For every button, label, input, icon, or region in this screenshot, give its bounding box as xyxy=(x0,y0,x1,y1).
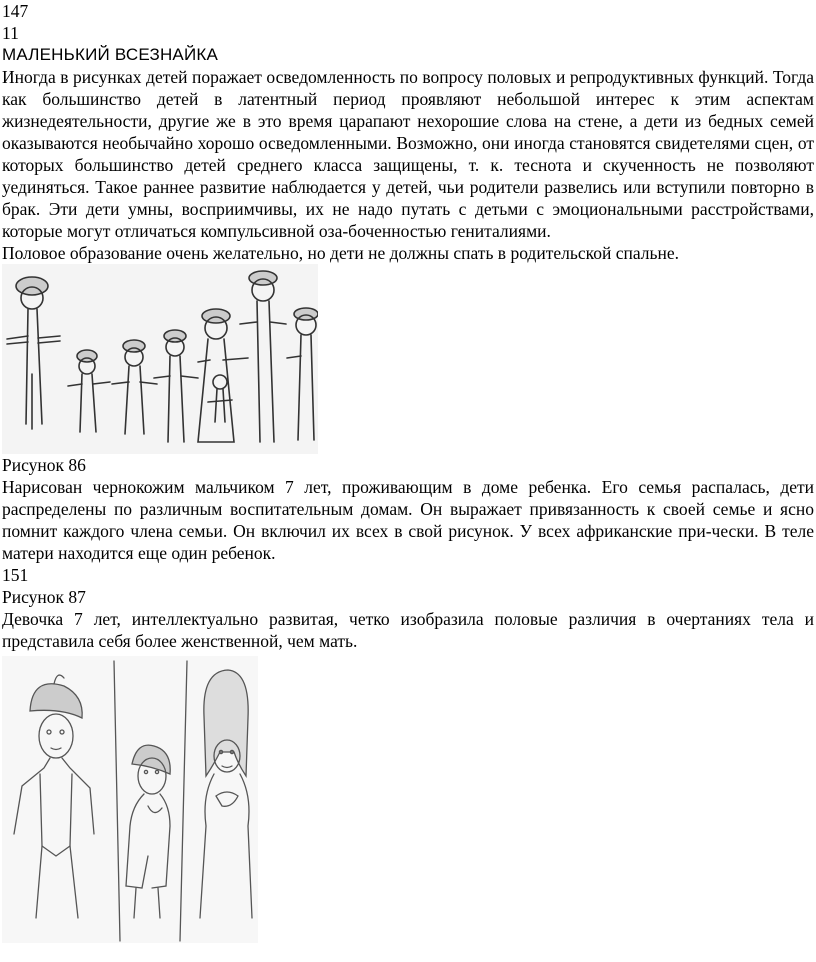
figure-86-drawing xyxy=(2,264,318,454)
figure-87-description: Девочка 7 лет, интеллектуально развитая, четко изобразила половые различия в очертаниях тела и представила себя более женственной, чем мать. xyxy=(2,609,814,651)
figure-87-caption: Рисунок 87 xyxy=(2,587,86,607)
figure-86-description: Нарисован чернокожим мальчиком 7 лет, проживающим в доме ребенка. Его семья распалась, дети распределены по различным воспитательным домам. Он выражает привязанность к своей семье и ясно помнит каждого члена семьи. Он включил их всех в свой рисунок. У всех африканские при-чески. В теле матери находится еще один ребенок. xyxy=(2,477,814,563)
page-number-second: 151 xyxy=(2,565,29,585)
intro-paragraph: Иногда в рисунках детей поражает осведомленность по вопросу половых и репродуктивных функций. Тогда как большинство детей в латентный период проявляют небольшой интерес к этим аспектам жизнедеятельности, другие же в это время царапают нехорошие слова на стене, а дети из бедных семей оказываются необычайно хорошо осведомленными. Возможно, они иногда становятся свидетелями сцен, от которых большинство детей среднего класса защищены, т. к. теснота и скученность не позволяют уединяться. Такое раннее развитие наблюдается у детей, чьи родители развелись или вступили повторно в брак. Эти дети умны, восприимчивы, их не надо путать с детьми с эмоциональными расстройствами, которые могут отличаться компульсивной оза-боченностью гениталиями. xyxy=(2,67,814,241)
figure-87-drawing xyxy=(2,656,258,943)
page-number: 147 xyxy=(2,1,29,21)
chapter-number: 11 xyxy=(2,23,19,43)
figure-86-caption: Рисунок 86 xyxy=(2,455,86,475)
advice-paragraph: Половое образование очень желательно, но дети не должны спать в родительской спальне. xyxy=(2,243,679,263)
chapter-title: МАЛЕНЬКИЙ ВСЕЗНАЙКА xyxy=(2,45,219,64)
